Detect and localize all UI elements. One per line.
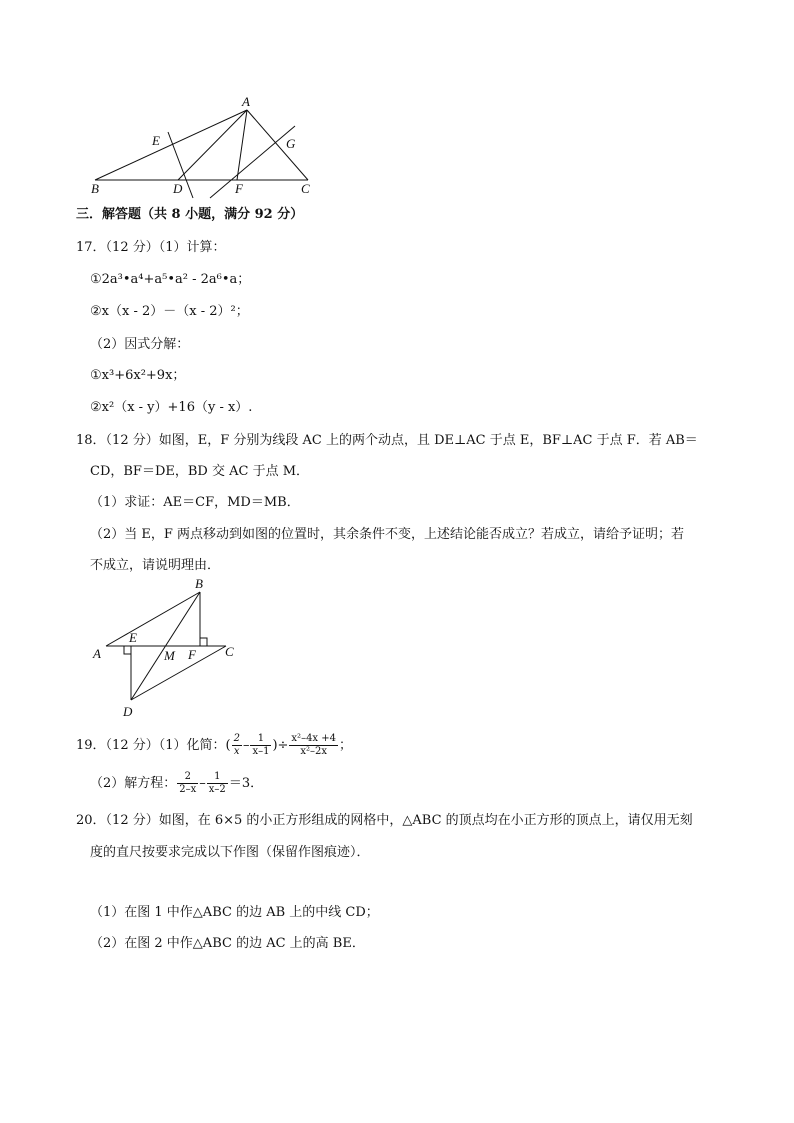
q19-p1-end: ； [339, 738, 353, 753]
q17-item-3: ①x³+6x²+9x； [90, 368, 186, 383]
segment-af [237, 110, 247, 180]
label-b: B [195, 576, 203, 591]
label-m: M [164, 648, 175, 663]
triangle-figure-q18 [86, 574, 246, 722]
q18-line-2: CD，BF＝DE，BD 交 AC 于点 M． [90, 464, 310, 479]
q19-p2-prefix: （2）解方程： [90, 776, 177, 791]
fraction-3-den: x²–2x [300, 746, 328, 757]
fraction-5-den: x–2 [208, 784, 226, 795]
q19-p2-end: ＝3． [228, 776, 264, 791]
fraction-1-num: 2 [233, 733, 240, 744]
label-f: F [235, 181, 243, 196]
fraction-4-num: 2 [177, 771, 198, 784]
section-title: 三．解答题（共 8 小题，满分 92 分） [76, 207, 304, 222]
q17-heading: 17．（12 分）（1）计算： [76, 240, 226, 255]
fraction-2 [250, 733, 271, 758]
right-angle-e [124, 646, 131, 654]
label-b: B [91, 181, 99, 196]
fraction-2-num: 1 [250, 733, 271, 746]
q18-line-4: （2）当 E，F 两点移动到如图的位置时，其余条件不变，上述结论能否成立？若成立，请给予证明；若 [90, 527, 685, 542]
q19-part-1 [76, 733, 352, 758]
fraction-4-den: 2–x [179, 784, 197, 795]
segment-ac [247, 110, 308, 180]
q17-item-1: ①2a³•a⁴+a⁵•a² - 2a⁶•a； [90, 272, 251, 287]
segment-dc [131, 646, 226, 700]
label-a: A [93, 646, 101, 661]
fraction-2-den: x–1 [252, 746, 270, 757]
fraction-3-num: x²–4x +4 [291, 733, 336, 744]
q17-part-2: （2）因式分解： [90, 337, 190, 352]
fraction-1 [232, 733, 242, 758]
fraction-1-den: x [233, 746, 240, 757]
q19-p1-prefix: 19．（12 分）（1）化简：( [76, 738, 231, 753]
q18-line-3: （1）求证：AE＝CF，MD＝MB． [90, 495, 300, 510]
segment-ab [106, 592, 200, 646]
minus-sign: – [242, 738, 250, 753]
label-d: D [173, 181, 183, 196]
triangle-figure-q16 [80, 90, 330, 200]
q18-line-5: 不成立，请说明理由． [90, 558, 221, 573]
fraction-5 [207, 771, 228, 796]
fraction-5-num: 1 [207, 771, 228, 784]
q17-item-4: ②x²（x - y）+16（y - x）. [90, 400, 253, 415]
q20-line-3: （1）在图 1 中作△ABC 的边 AB 上的中线 CD； [90, 905, 379, 920]
label-a: A [242, 94, 250, 109]
q17-item-2: ②x（x - 2）－（x - 2）²； [90, 304, 249, 319]
q18-line-1: 18．（12 分）如图，E，F 分别为线段 AC 上的两个动点，且 DE⊥AC 于点 E，BF⊥AC 于点 F．若 AB＝ [76, 433, 698, 448]
right-angle-f [200, 638, 207, 646]
divide-sign: )÷ [272, 738, 289, 753]
q20-line-4: （2）在图 2 中作△ABC 的边 AC 上的高 BE． [90, 936, 365, 951]
fraction-3 [289, 733, 338, 758]
fraction-4 [177, 771, 198, 796]
minus-sign-2: – [199, 776, 206, 791]
label-d: D [123, 704, 133, 719]
segment-ba [95, 110, 247, 180]
label-g: G [286, 136, 296, 151]
label-e: E [129, 630, 137, 645]
line-fg [210, 126, 295, 198]
label-e: E [152, 133, 160, 148]
q19-part-2 [90, 771, 263, 796]
q20-line-2: 度的直尺按要求完成以下作图（保留作图痕迹）． [90, 845, 370, 860]
label-c: C [301, 181, 310, 196]
label-c: C [225, 644, 234, 659]
segment-ad [178, 110, 247, 180]
label-f: F [188, 647, 196, 662]
q20-line-1: 20．（12 分）如图，在 6×5 的小正方形组成的网格中，△ABC 的顶点均在小正方形的顶点上，请仅用无刻 [76, 813, 693, 828]
